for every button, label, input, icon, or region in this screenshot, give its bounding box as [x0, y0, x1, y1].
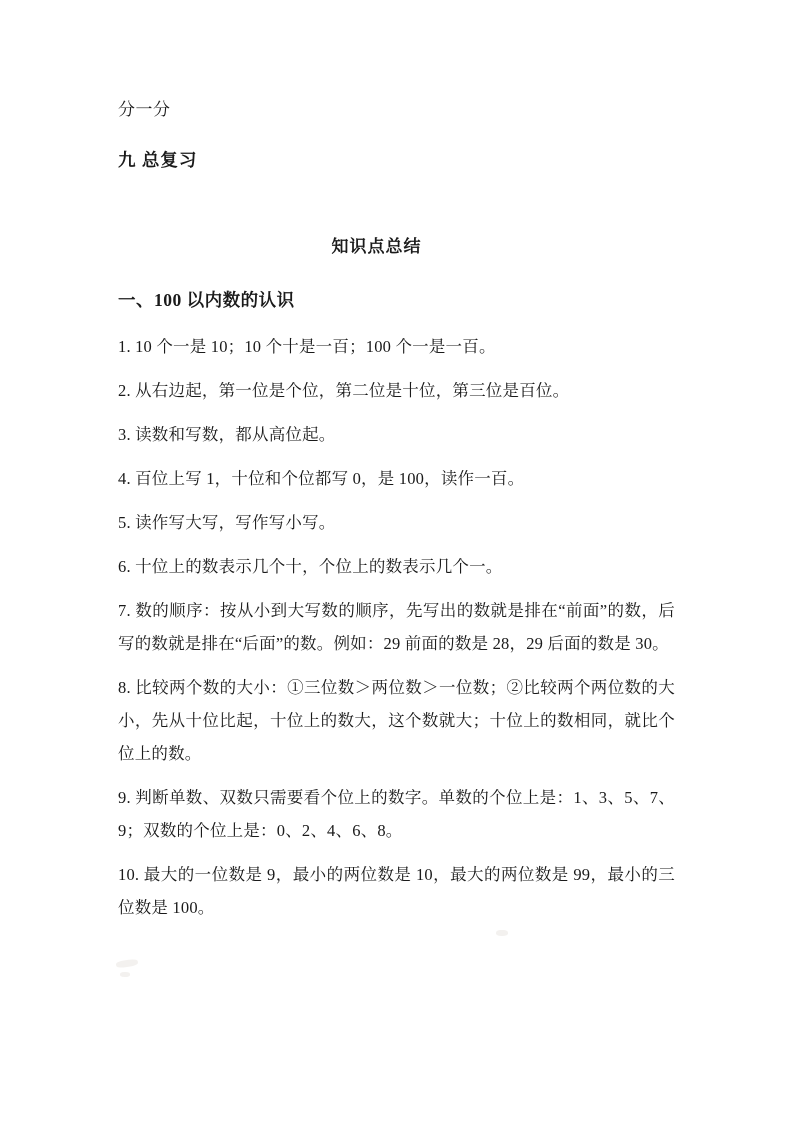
paper-smudge [120, 972, 130, 977]
section-heading: 一、100 以内数的认识 [118, 290, 295, 310]
list-item: 10. 最大的一位数是 9，最小的两位数是 10，最大的两位数是 99，最小的三位数是 100。 [118, 865, 675, 917]
list-item: 6. 十位上的数表示几个十，个位上的数表示几个一。 [118, 557, 503, 576]
list-item: 9. 判断单数、双数只需要看个位上的数字。单数的个位上是：1、3、5、7、9；双数的个位上是：0、2、4、6、8。 [118, 788, 675, 840]
header-line: 分一分 [118, 100, 171, 119]
paper-smudge [496, 930, 508, 936]
list-item: 5. 读作写大写，写作写小写。 [118, 513, 336, 532]
list-item: 4. 百位上写 1，十位和个位都写 0，是 100，读作一百。 [118, 469, 525, 488]
list-item: 1. 10 个一是 10；10 个十是一百；100 个一是一百。 [118, 337, 496, 356]
list-item: 2. 从右边起，第一位是个位，第二位是十位，第三位是百位。 [118, 381, 570, 400]
page-title: 知识点总结 [331, 237, 422, 256]
chapter-heading: 九 总复习 [118, 150, 198, 170]
list-item: 7. 数的顺序：按从小到大写数的顺序，先写出的数就是排在“前面”的数，后写的数就是排在“后面”的数。例如：29 前面的数是 28，29 后面的数是 30。 [118, 601, 675, 653]
list-item: 3. 读数和写数，都从高位起。 [118, 425, 336, 444]
list-item: 8. 比较两个数的大小：①三位数＞两位数＞一位数；②比较两个两位数的大小，先从十位比起，十位上的数大，这个数就大；十位上的数相同，就比个位上的数。 [118, 678, 675, 763]
paper-smudge [116, 959, 139, 969]
